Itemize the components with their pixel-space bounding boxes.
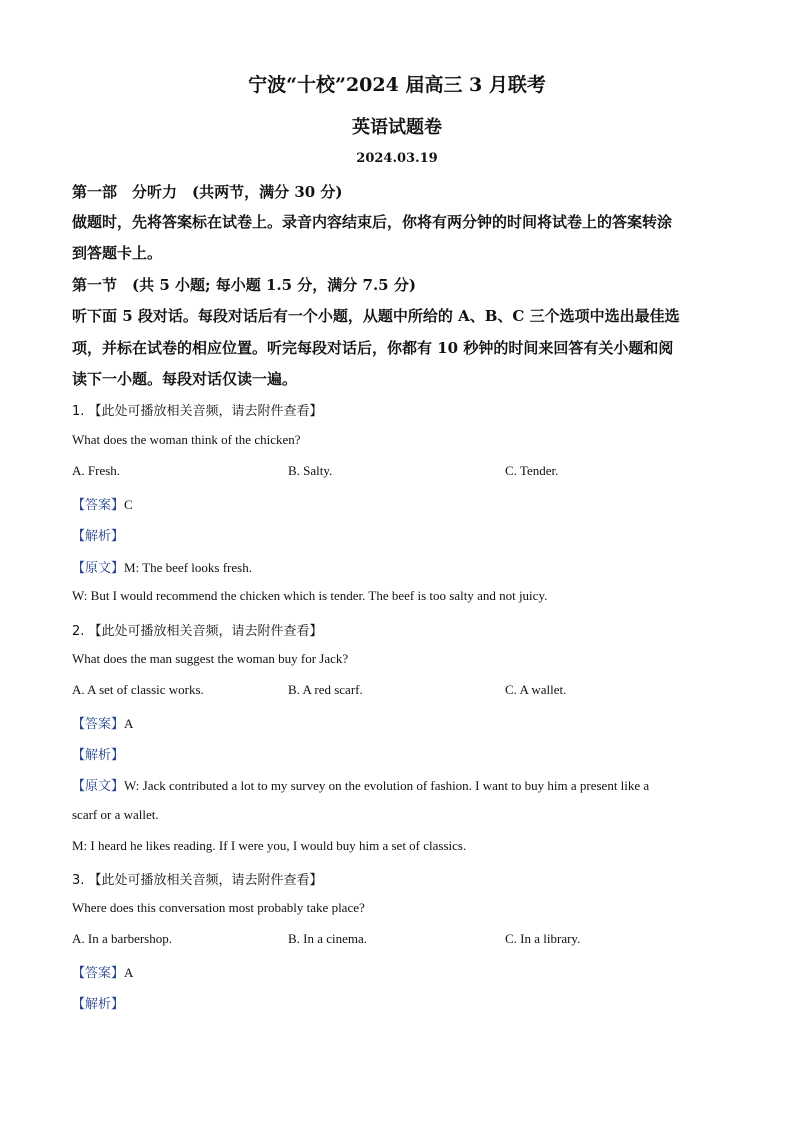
question-1-transcript-line-1 xyxy=(72,557,252,576)
audio-placeholder-link[interactable]: 【此处可播放相关音频，请去附件查看】 xyxy=(88,624,323,639)
question-1-audio-row xyxy=(72,400,323,419)
question-number: 3. xyxy=(72,873,85,888)
question-1-option-a: A. Fresh. xyxy=(72,463,121,478)
question-3-audio-row xyxy=(72,869,323,888)
analysis-label: 【解析】 xyxy=(72,997,125,1012)
answer-label: 【答案】 xyxy=(72,498,125,513)
question-3-analysis xyxy=(72,993,124,1012)
question-number: 1. xyxy=(72,404,85,419)
question-2-option-b: B. A red scarf. xyxy=(288,682,363,697)
part1-heading: 第一部 分听力 (共两节，满分 30 分) xyxy=(72,183,343,201)
audio-placeholder-link[interactable]: 【此处可播放相关音频，请去附件查看】 xyxy=(88,404,323,419)
exam-title: 宁波“十校”2024 届高三 3 月联考 xyxy=(248,74,546,96)
question-1-answer xyxy=(72,494,133,513)
analysis-label: 【解析】 xyxy=(72,529,125,544)
exam-date: 2024.03.19 xyxy=(356,151,438,166)
question-1-transcript-line-2: W: But I would recommend the chicken which is tender. The beef is too salty and not juicy. xyxy=(72,588,548,603)
question-3-text: Where does this conversation most probably take place? xyxy=(72,900,365,915)
answer-label: 【答案】 xyxy=(72,966,125,981)
section1-instruction-line-3: 读下一小题。每段对话仅读一遍。 xyxy=(72,370,298,388)
original-label: 【原文】 xyxy=(72,561,125,576)
question-2-audio-row xyxy=(72,620,323,639)
transcript-text: W: Jack contributed a lot to my survey on the evolution of fashion. I want to buy him a present like a xyxy=(124,778,650,793)
question-2-option-a: A. A set of classic works. xyxy=(72,682,204,697)
answer-value: A xyxy=(124,965,134,980)
question-3-option-a: A. In a barbershop. xyxy=(72,931,172,946)
question-2-transcript-line-2: scarf or a wallet. xyxy=(72,807,159,822)
section1-instruction-line-2: 项，并标在试卷的相应位置。听完每段对话后，你都有 10 秒钟的时间来回答有关小题和阅 xyxy=(72,339,674,357)
question-2-transcript-line-3: M: I heard he likes reading. If I were you, I would buy him a set of classics. xyxy=(72,838,467,853)
answer-label: 【答案】 xyxy=(72,717,125,732)
question-2-analysis xyxy=(72,744,124,763)
question-1-option-b: B. Salty. xyxy=(288,463,333,478)
question-number: 2. xyxy=(72,624,85,639)
audio-placeholder-link[interactable]: 【此处可播放相关音频，请去附件查看】 xyxy=(88,873,323,888)
question-3-answer xyxy=(72,962,133,981)
question-1-option-c: C. Tender. xyxy=(505,463,559,478)
question-2-option-c: C. A wallet. xyxy=(505,682,567,697)
part1-instruction-line-2: 到答题卡上。 xyxy=(72,244,163,262)
analysis-label: 【解析】 xyxy=(72,748,125,763)
question-1-text: What does the woman think of the chicken? xyxy=(72,432,301,447)
question-2-text: What does the man suggest the woman buy for Jack? xyxy=(72,651,349,666)
part1-instruction-line-1: 做题时，先将答案标在试卷上。录音内容结束后，你将有两分钟的时间将试卷上的答案转涂 xyxy=(72,213,673,231)
question-1-analysis xyxy=(72,525,124,544)
answer-value: C xyxy=(124,497,133,512)
exam-subtitle: 英语试题卷 xyxy=(352,117,442,138)
question-2-answer xyxy=(72,713,133,732)
question-2-transcript-line-1 xyxy=(72,775,649,794)
section1-heading: 第一节 (共 5 小题; 每小题 1.5 分，满分 7.5 分) xyxy=(72,276,416,294)
question-3-option-c: C. In a library. xyxy=(505,931,581,946)
question-3-option-b: B. In a cinema. xyxy=(288,931,368,946)
section1-instruction-line-1: 听下面 5 段对话。每段对话后有一个小题，从题中所给的 A、B、C 三个选项中选出最佳选 xyxy=(72,307,680,325)
answer-value: A xyxy=(124,716,134,731)
transcript-text: M: The beef looks fresh. xyxy=(124,560,252,575)
original-label: 【原文】 xyxy=(72,779,125,794)
